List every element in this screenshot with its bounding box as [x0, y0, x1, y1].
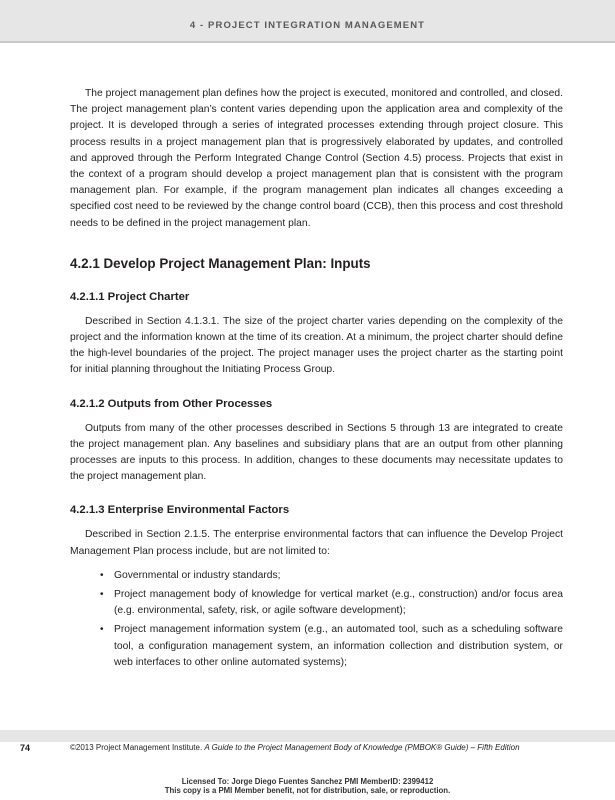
- license-line-1: Licensed To: Jorge Diego Fuentes Sanchez PMI MemberID: 2399412: [181, 777, 434, 786]
- page-content: [70, 86, 563, 674]
- outputs-other-processes-paragraph: Outputs from many of the other processes described in Sections 5 through 13 are integrated to create the project management plan. Any baselines and subsidiary plans that are an output from other planning processes are inputs to this process. In addition, changes to these documents may necessitate updates to the project management plan.: [70, 422, 563, 483]
- section-heading: 4.2.1 Develop Project Management Plan: Inputs: [70, 255, 371, 271]
- subsection-heading-enterprise-environmental-factors: 4.2.1.3 Enterprise Environmental Factors: [70, 504, 290, 517]
- copyright-prefix: ©2013 Project Management Institute.: [70, 743, 205, 752]
- list-item: [70, 568, 563, 584]
- running-header: [0, 0, 615, 43]
- list-item: [70, 622, 563, 671]
- subsection-heading-outputs-other-processes: 4.2.1.2 Outputs from Other Processes: [70, 397, 273, 410]
- bullet-icon: •: [100, 624, 104, 636]
- list-item-text: Project management body of knowledge for vertical market (e.g., construction) and/or focus area (e.g. environmental, safety, risk, or agile software development);: [114, 589, 563, 617]
- license-notice: [0, 778, 615, 795]
- list-item: [70, 587, 563, 619]
- footer-band: [0, 730, 615, 742]
- book-title: A Guide to the Project Management Body of Knowledge (PMBOK® Guide) – Fifth Edition: [204, 743, 520, 752]
- subsection-heading-project-charter: 4.2.1.1 Project Charter: [70, 290, 190, 303]
- bullet-icon: •: [100, 569, 104, 581]
- enterprise-environmental-factors-paragraph: Described in Section 2.1.5. The enterprise environmental factors that can influence the Develop Project Management Plan process include, but are not limited to:: [70, 529, 563, 557]
- copyright-notice: [70, 743, 520, 752]
- intro-paragraph: The project management plan defines how the project is executed, monitored and controlled, and closed. The project management plan’s content varies depending upon the application area and complexity of the project. It is developed through a series of integrated processes extending through project closure. This process results in a project management plan that is progressively elaborated by updates, and controlled and approved through the Perform Integrated Change Control (Section 4.5) process. Projects that exist in the context of a program should develop a project management plan that is consistent with the program management plan. For example, if the program management plan indicates all changes exceeding a specified cost need to be reviewed by the change control board (CCB), then this process and cost threshold needs to be defined in the project management plan.: [70, 88, 563, 229]
- license-line-2: This copy is a PMI Member benefit, not for distribution, sale, or reproduction.: [164, 785, 451, 795]
- list-item-text: Governmental or industry standards;: [114, 569, 281, 581]
- bullet-icon: •: [100, 589, 104, 601]
- environmental-factors-list: [70, 568, 563, 671]
- list-item-text: Project management information system (e.g., an automated tool, such as a scheduling software tool, a configuration management system, an information collection and distribution system, or web interfaces to other online automated systems);: [114, 624, 563, 668]
- project-charter-paragraph: Described in Section 4.1.3.1. The size of the project charter varies depending on the complexity of the project and the information known at the time of its creation. At a minimum, the project charter should define the high-level boundaries of the project. The project manager uses the project charter as the starting point for initial planning throughout the Initiating Process Group.: [70, 315, 563, 376]
- page-number: 74: [20, 743, 31, 753]
- chapter-title: 4 - PROJECT INTEGRATION MANAGEMENT: [189, 20, 426, 31]
